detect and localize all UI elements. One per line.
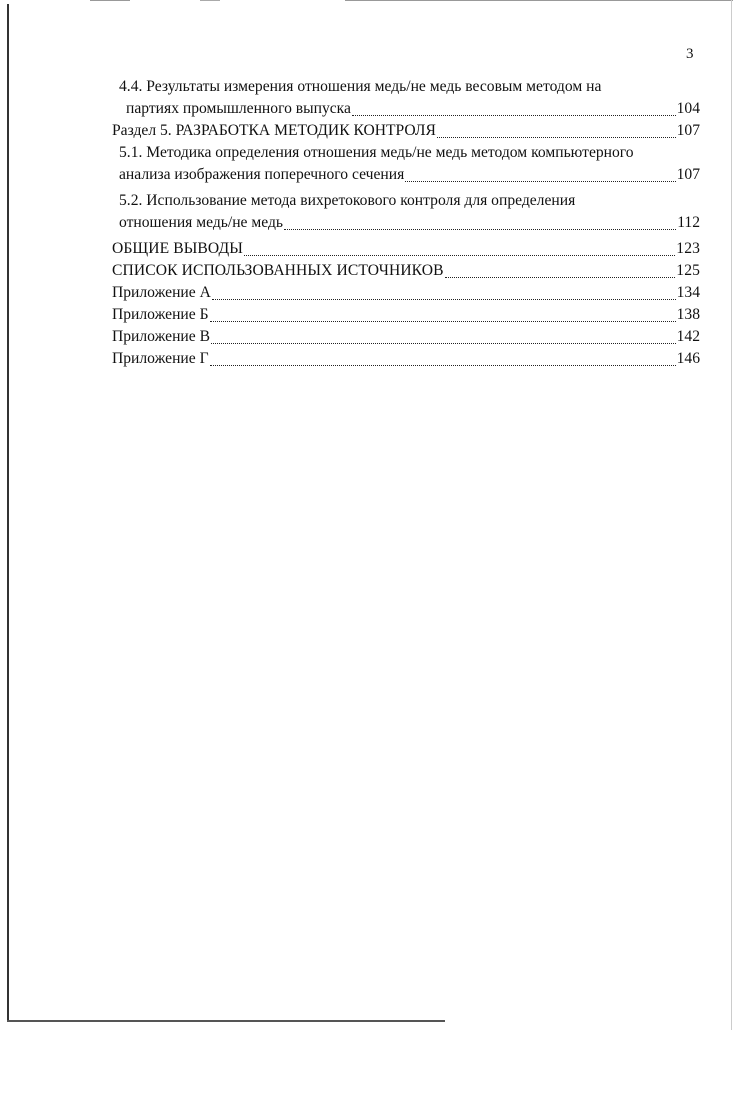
toc-page-number: 123 <box>676 240 700 257</box>
toc-entry-text: 4.4. Результаты измерения отношения медь/не медь весовым методом на <box>119 78 602 95</box>
toc-entry-line <box>119 164 700 186</box>
toc-page-number: 104 <box>676 100 700 117</box>
toc-entry-line <box>119 98 700 120</box>
toc-entry-line <box>112 326 700 348</box>
toc-entry-text: ОБЩИЕ ВЫВОДЫ <box>112 240 243 257</box>
toc-entry-prilozhenie-a[interactable] <box>112 282 700 304</box>
dot-leader <box>244 255 675 256</box>
scan-edge-bottom <box>7 1020 445 1022</box>
toc-entry-line <box>112 238 700 260</box>
scan-edge-right <box>731 0 732 1030</box>
toc-entry-razdel-5[interactable] <box>112 120 700 142</box>
toc-entry-text: 5.2. Использование метода вихретокового контроля для определения <box>119 192 576 209</box>
toc-entry-text: отношения медь/не медь <box>119 214 283 231</box>
toc-entry-line <box>112 304 700 326</box>
toc-entry-5-1[interactable] <box>112 142 700 186</box>
toc-entry-spisok[interactable] <box>112 260 700 282</box>
toc-entry-line <box>112 348 700 370</box>
scan-edge-left <box>7 4 9 1022</box>
dot-leader <box>445 277 676 278</box>
toc-page-number: 142 <box>676 328 700 345</box>
dot-leader <box>211 343 676 344</box>
toc-entry-text: Приложение Б <box>112 306 209 323</box>
toc-entry-line <box>119 212 700 234</box>
toc-entry-text: Приложение А <box>112 284 211 301</box>
toc-entry-4-4[interactable] <box>112 76 700 120</box>
toc-entry-line <box>112 282 700 304</box>
toc-entry-prilozhenie-g[interactable] <box>112 348 700 370</box>
dot-leader <box>284 229 676 230</box>
dot-leader <box>352 115 676 116</box>
dot-leader <box>437 137 676 138</box>
page-number: 3 <box>686 46 694 62</box>
toc-page-number: 134 <box>676 284 700 301</box>
scan-edge-top <box>345 0 733 1</box>
toc-entry-text: Приложение В <box>112 328 210 345</box>
dot-leader <box>210 365 676 366</box>
scan-edge-top <box>200 0 220 1</box>
table-of-contents <box>112 76 700 370</box>
dot-leader <box>210 321 676 322</box>
toc-page-number: 138 <box>676 306 700 323</box>
toc-page-number: 107 <box>676 122 700 139</box>
toc-entry-prilozhenie-v[interactable] <box>112 326 700 348</box>
toc-page-number: 107 <box>676 166 700 183</box>
dot-leader <box>405 181 675 182</box>
scan-edge-top <box>90 0 130 1</box>
toc-page-number: 146 <box>676 350 700 367</box>
toc-entry-text: анализа изображения поперечного сечения <box>119 166 405 183</box>
toc-entry-text: Раздел 5. РАЗРАБОТКА МЕТОДИК КОНТРОЛЯ <box>112 122 436 139</box>
toc-page-number: 125 <box>676 262 700 279</box>
toc-entry-5-2[interactable] <box>112 190 700 234</box>
toc-page-number: 112 <box>677 214 700 231</box>
toc-entry-text: 5.1. Методика определения отношения медь/не медь методом компьютерного <box>119 144 634 161</box>
dot-leader <box>212 299 676 300</box>
toc-entry-text: СПИСОК ИСПОЛЬЗОВАННЫХ ИСТОЧНИКОВ <box>112 262 444 279</box>
toc-entry-line <box>112 120 700 142</box>
toc-entry-line <box>112 260 700 282</box>
toc-entry-text: Приложение Г <box>112 350 209 367</box>
toc-entry-prilozhenie-b[interactable] <box>112 304 700 326</box>
toc-entry-text: партиях промышленного выпуска <box>126 100 351 117</box>
toc-entry-vyvody[interactable] <box>112 238 700 260</box>
